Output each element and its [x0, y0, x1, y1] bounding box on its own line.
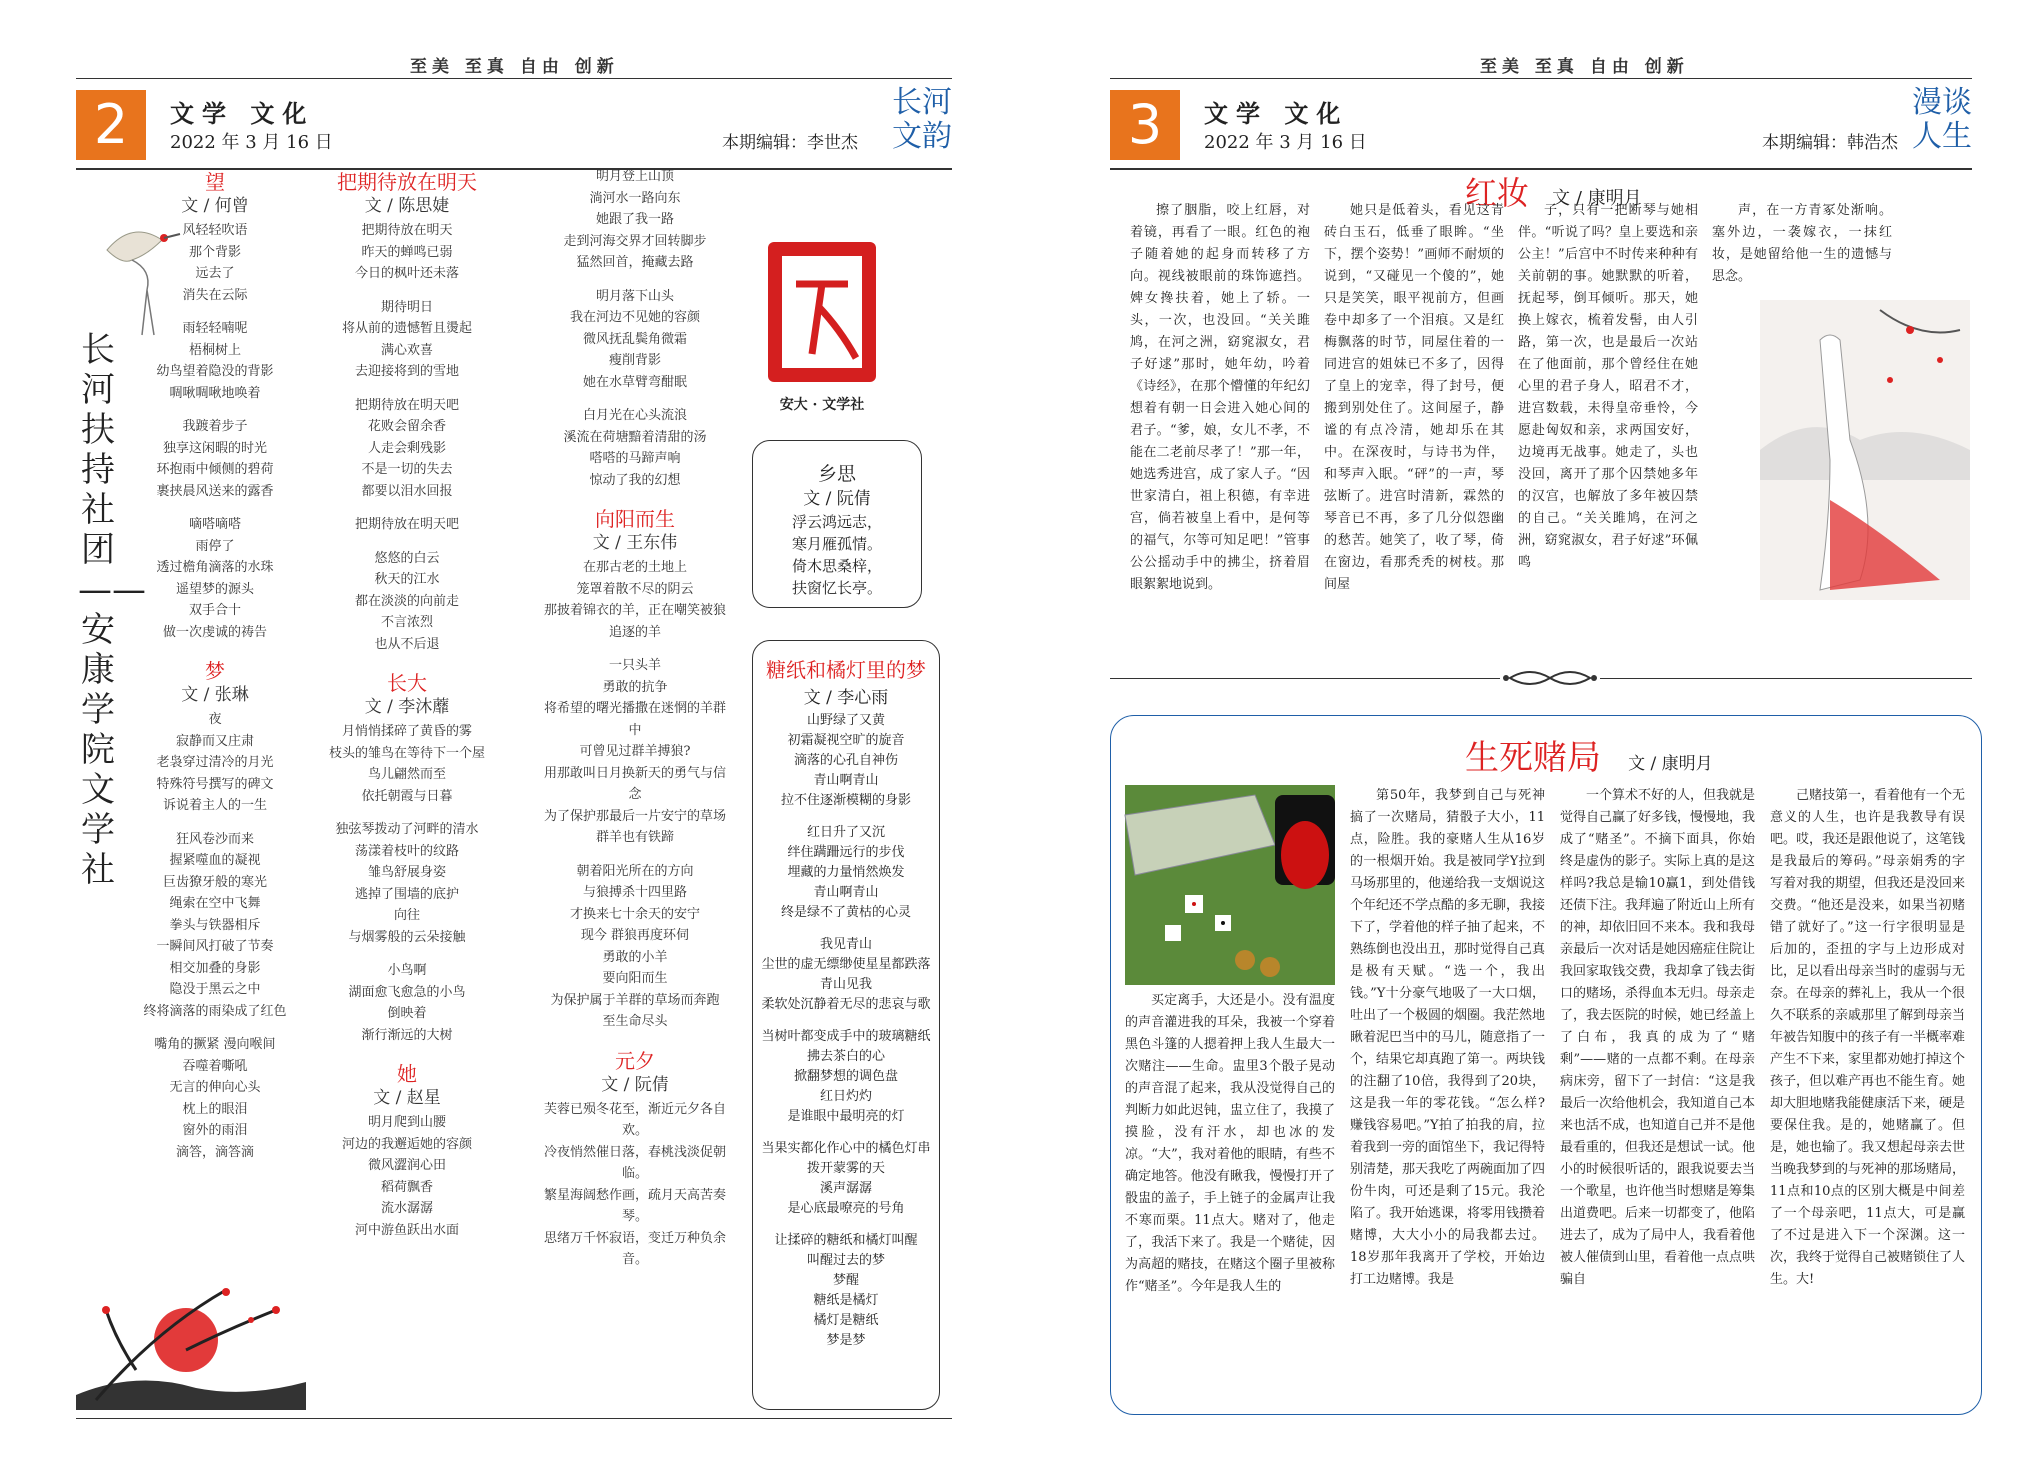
divider-right: [1600, 678, 1972, 679]
poem-line: 微风抚乱鬓角微霜: [582, 331, 687, 347]
poem-line: 当树叶都变成手中的玻璃糖纸: [761, 1029, 931, 1044]
plum-blossom-illustration: [76, 1270, 306, 1410]
brand-line-1: 漫谈: [1912, 85, 1972, 120]
poem-line: [322, 502, 492, 514]
story-column: [1560, 785, 1755, 1400]
story-text: 声，在一方青冢处渐响。塞外边，一袭嫁衣，一抹红妆，是她留给他一生的遗憾与思念。: [1712, 203, 1892, 284]
poem-line: 去迎接将到的雪地: [354, 364, 459, 379]
poem-line: 明月爬到山腰: [367, 1115, 446, 1130]
poem-line: 嗒嗒的马蹄声响: [589, 451, 681, 466]
poem-line: 我见青山: [819, 937, 872, 952]
story-column: [1518, 200, 1698, 620]
poem-line: 朝着阳光所在的方向: [576, 863, 694, 879]
poem-line: 让揉碎的糖纸和橘灯叫醒: [774, 1233, 918, 1248]
column-brand: [870, 86, 952, 154]
poem-line: 柔软处沉静着无尽的悲哀与歌: [761, 997, 931, 1012]
poem-body: [140, 709, 290, 1163]
poem-line: 可曾见过群羊搏狼?: [579, 744, 691, 759]
poem-line: 窗外的雨泪: [182, 1123, 248, 1138]
poem-line: 瘦削背影: [608, 353, 661, 368]
poem-line: 满心欢喜: [380, 342, 433, 358]
issue-date: 2022 年 3 月 16 日: [170, 132, 333, 153]
footer-rule: [76, 1418, 952, 1419]
poem-line: 悠悠的白云: [374, 550, 440, 566]
poem-line: 把期待放在明天: [361, 223, 453, 238]
story-column: [1125, 990, 1335, 1400]
poem-line: 滴答，滴答滴: [175, 1144, 254, 1160]
poem-line: 在那古老的土地上: [582, 560, 687, 575]
column-brand: [1900, 86, 1972, 154]
poem-line: 为保护属于羊群的草场而奔跑: [550, 992, 720, 1008]
poem-line: 糖纸是橘灯: [813, 1293, 879, 1308]
poem-author: 文 / 阮倩: [601, 1074, 669, 1095]
poem-line: 都要以泪水回报: [361, 483, 453, 499]
poem-line: [753, 923, 939, 935]
poem-line: 至生命尽头: [602, 1014, 668, 1029]
poem-line: 青山见我: [819, 977, 872, 992]
poem-line: 风轻轻吹语: [182, 223, 248, 238]
story-text: 子，只有一把断琴与她相伴。“听说了吗？皇上要选和亲公主！”后宫中不时传来种种有关前朝的事。她默默的听着，抚起琴，倒耳倾听。那天，她换上嫁衣，梳着发髻，由人引路，第一次，也是最后一次站在了他面前，那个曾经住在她心里的君子身人，昭君不才，进宫数载，未得皇帝垂怜，今愿赴匈奴和亲，求两国安好，边境再无战事。她走了，头也没回，离开了那个囚禁她多年的汉宫，也解放了多年被囚禁的自己。“关关雎鸠，在河之洲，窈窕淑女，君子好逑”环佩鸣: [1518, 203, 1698, 570]
poem-line: 把期待放在明天吧: [354, 397, 459, 413]
poem-line: 微风澀润心田: [367, 1158, 446, 1173]
poem-body: [753, 711, 939, 1351]
poem-line: 握紧噬血的凝视: [169, 853, 261, 868]
section-title: 文学 文化: [170, 100, 315, 128]
story-author: 文 / 康明月: [1628, 754, 1713, 774]
page-3: [1020, 0, 2040, 1473]
poem-line: 惊动了我的幻想: [589, 472, 681, 488]
divider-left: [1110, 678, 1500, 679]
poem-line: 与狼搏杀十四里路: [582, 885, 687, 900]
poem-title: 糖纸和橘灯里的梦: [766, 658, 926, 682]
poem-line: 透过檐角滴落的水珠: [156, 560, 274, 575]
poem-line: 芙蓉已殒冬花至，渐近元夕各自欢。: [543, 1101, 726, 1138]
poem-line: 拳头与铁器相斥: [169, 917, 261, 933]
poem-line: 与烟雾般的云朵接触: [348, 929, 466, 945]
poem-line: 红日升了又沉: [806, 825, 885, 840]
seal-icon: [760, 234, 884, 404]
poem-line: 昨天的蝉鸣已弱: [361, 244, 453, 260]
poem-author: 文 / 何曾: [181, 196, 249, 216]
poem-line: 巨齿獠牙般的寒光: [162, 874, 267, 890]
poem-line: [140, 404, 290, 416]
poem-line: 我在河边不见她的容颜: [569, 310, 700, 325]
poem-line: 雨停了: [195, 538, 235, 554]
vertical-banner: 长河扶持社团——安康学院文学社: [78, 330, 146, 890]
story-column: [1324, 200, 1504, 620]
poem-line: 白月光在心头流浪: [582, 408, 687, 423]
story-title: [1465, 730, 1713, 779]
poem-line: 山野绿了又黄: [806, 713, 885, 728]
poem-line: 啁啾啁啾地唤着: [169, 385, 261, 401]
poem-line: 繁星海阔愁作画，疏月天高苦奏琴。: [543, 1187, 726, 1224]
story-text: 己赌技第一，看着他有一个无意义的人生，也许是我教导有误吧。哎，我还是跟他说了，这笔钱是我最后的筹码。”母亲娟秀的字写着对我的期望，但我还是没回来交费。“他还是没来，如果当初赌错了就好了。”这一行字很明显是后加的，歪扭的字与上边形成对比，足以看出母亲当时的虚弱与无奈。在母亲的葬礼上，我从一个很久不联系的亲戚那里了解到母亲当年被告知腹中的孩子有一半概率难产生不下来，家里都劝她打掉这个孩子，但以难产再也不能生育。她却大胆地赌我能健康活下来，硬是要保住我。是的，她赌赢了。但是，她也输了。我又想起母亲去世当晚我梦到的与死神的那场赌局，11点和10点的区别大概是中间差了一个母亲吧，11点大，可是赢了不过是进入下一个深渊。这一次，我终于觉得自己被赌锁住了人生。大!: [1770, 788, 1966, 1287]
poem-title: 乡思: [817, 463, 856, 485]
poem-line: 绳索在空中飞舞: [169, 896, 261, 911]
poem-line: 寂静而又庄肃: [175, 733, 254, 749]
poem-line: 荡漾着枝叶的纹路: [354, 843, 459, 859]
story-column: [1130, 200, 1310, 620]
editor: 本期编辑：李世杰: [722, 133, 858, 153]
poem-line: 橘灯是糖纸: [813, 1313, 879, 1328]
poem-line: 狂风卷沙而来: [175, 831, 254, 847]
poem-line: 无言的伸向心头: [169, 1080, 261, 1095]
poem-line: [140, 502, 290, 514]
story-column: [1350, 785, 1545, 1400]
woman-illustration: [1760, 300, 1970, 600]
poem-line: 河边的我邂逅她的容颜: [341, 1136, 472, 1152]
poem-column-2: [322, 170, 492, 1241]
poem-title: 把期待放在明天: [337, 170, 477, 194]
poem-line: 不言浓烈: [380, 615, 433, 630]
poem-line: 特殊符号撰写的碑文: [156, 776, 274, 792]
poem-line: 溪声潺潺: [819, 1181, 872, 1196]
poem-author: 文 / 李沐蘼: [364, 697, 450, 717]
story-text: 第50年，我梦到自己与死神搞了一次赌局，猜骰子大小，11点，险胜。我的豪赌人生从16岁的一根烟开始。我是被同学Y拉到马场那里的，他递给我一支烟说这个年纪还不学点酷的多无聊，我接下了，学着他的样子抽了起来，不熟练倒也没出丑，那时觉得自己真是极有天赋。“选一个，我出钱。”Y十分豪气地吸了一大口烟，吐出了一个极圆的烟圈。我茫然地瞅着泥巴当中的马儿，随意指了一个，结果它却真跑了第一。两块钱的注翻了10倍，我得到了20块，这是我一年的零花钱。“怎么样?赚钱容易吧。”Y拍了拍我的肩，拉着我到一旁的面馆坐下，我记得特别清楚，那天我吃了两碗面加了四份牛肉，可还是剩了15元。我沦陷了。我开始逃课，将零用钱攒着赌博，大大小小的局我都去过。18岁那年我离开了学校，开始边打工边赌博。我是: [1350, 788, 1546, 1287]
poem-line: 湖面愈飞愈急的小鸟: [348, 984, 466, 1000]
story-text: 买定离手，大还是小。没有温度的声音灌进我的耳朵，我被一个穿着黑色斗篷的人摁着押上我人生最大一次赌注——生命。盅里3个骰子晃动的声音混了起来，我从没觉得自己的判断力如此迟钝，盅立住了，我摸了摸脸，没有汗水，却也冰的发凉。“大”，我对着他的眼睛，有些不确定地答。他没有瞅我，慢慢打开了骰盅的盖子，手上链子的金属声让我不寒而栗。11点大。赌对了，他走了，我活下来了。我是一个赌徒，因为高超的赌技，在赌这个圈子里被称作“赌圣”。今年是我人生的: [1125, 993, 1335, 1294]
poem-line: [753, 1127, 939, 1139]
poem-line: 吞噬着嘶吼: [182, 1058, 248, 1074]
story-text: 一个算术不好的人，但我就是觉得自己赢了好多钱，慢慢地，我成了“赌圣”。不摘下面具，你始终是虚伪的影子。实际上真的是这样吗?我总是输10赢1，到处借钱还债下注。我拜遍了附近山上所有的神，却依旧回不来本。我和我母亲最后一次对话是她因癌症住院让我回家取钱交费，我却拿了钱去街口的赌场，杀得血本无归。母亲走了，我去医院的时候，她已经盖上了白布，我真的成为了“赌剩”——赌的一点都不剩。在母亲病床旁，留下了一封信：“这是我最后一次给他机会，我知道自己本来也活不成，也知道自己并不是他最看重的，但我还是想试一试。他小的时候很听话的，跟我说要去当一个歌星，也许他当时想赌是筹集出道费吧。后来一切都变了，他陷进去了，成为了局中人，我看着他被人催债到山里，看着他一点点哄骗自: [1560, 788, 1756, 1287]
story-author: 文 / 康明月: [1552, 188, 1642, 209]
poem-title: 梦: [205, 659, 225, 683]
poem-body: [753, 511, 921, 599]
poem-line: [322, 807, 492, 819]
poem-line: 独弦琴拨动了河畔的清水: [335, 822, 479, 837]
poem-line: 幼鸟望着隐没的背影: [156, 364, 274, 379]
poem-line: 滴落的心孔自神伤: [793, 753, 898, 768]
poem-line: 月悄悄揉碎了黄昏的雾: [341, 724, 472, 739]
poem-line: 花败会留余香: [367, 419, 446, 434]
poem-line: 她跟了我一路: [595, 212, 674, 227]
poem-line: 都在淡淡的向前走: [354, 593, 459, 609]
poem-line: 雏鸟舒展身姿: [367, 865, 446, 880]
brand-line-2: 文韵: [892, 119, 952, 154]
poem-line: [322, 383, 492, 395]
poem-line: [140, 817, 290, 829]
poem-line: [540, 643, 730, 655]
poem-line: 是心底最嘹亮的号角: [787, 1201, 905, 1216]
club-logo: [760, 234, 884, 414]
logo-caption: 安大 · 文学社: [779, 397, 865, 413]
poem-line: 红日灼灼: [819, 1089, 872, 1104]
poem-body: [540, 557, 730, 1033]
poem-line: 稻荷飘香: [380, 1179, 433, 1195]
poem-title: 她: [397, 1062, 417, 1086]
poem-line: [322, 948, 492, 960]
poem-author: 文 / 王东伟: [592, 533, 678, 553]
poem-body: [322, 1112, 492, 1241]
poem-body: [140, 220, 290, 643]
page-number: 2: [76, 90, 146, 160]
brand-line-1: 长河: [892, 85, 952, 120]
poem-line: 要向阳而生: [602, 971, 668, 986]
poem-author: 文 / 李心雨: [803, 688, 889, 708]
issue-date: 2022 年 3 月 16 日: [1204, 132, 1367, 153]
poem-line: 今日的枫叶还未落: [354, 266, 459, 281]
poem-line: 枕上的眼泪: [182, 1101, 248, 1117]
poem-line: 当果实都化作心中的橘色灯串: [761, 1141, 931, 1156]
poem-line: 将从前的遗憾暂且燙起: [341, 321, 472, 336]
poem-line: 河中游鱼跃出水面: [354, 1222, 459, 1238]
poem-line: [540, 849, 730, 861]
poem-line: 叫醒过去的梦: [806, 1253, 885, 1268]
poem-line: 青山啊青山: [813, 885, 879, 900]
poem-line: 尘世的虚无缥缈使星星都跌落: [761, 957, 931, 972]
poem-line: [753, 1015, 939, 1027]
poem-line: [753, 811, 939, 823]
poem-line: 埋藏的力量悄然焕发: [787, 865, 905, 880]
page-number: 3: [1110, 90, 1180, 160]
poem-line: 秋天的江水: [374, 572, 440, 587]
poem-line: 掀翻梦想的调色盘: [793, 1069, 898, 1084]
section-title: 文学 文化: [1204, 100, 1349, 128]
poem-line: 溪流在荷塘黯着清甜的汤: [563, 429, 707, 445]
poem-author: 文 / 陈思婕: [364, 196, 450, 216]
poem-line: 嘀嗒嘀嗒: [188, 517, 241, 532]
poem-line: 隐没于黑云之中: [169, 982, 261, 997]
poem-line: 冷夜悄然催日落，春桃浅淡促朝临。: [543, 1144, 726, 1181]
poem-line: 明月落下山头: [595, 288, 674, 304]
poem-line: 绊住蹒跚远行的步伐: [787, 845, 905, 860]
poem-line: 淌河水一路向东: [589, 190, 681, 206]
poem-title: 向阳而生: [595, 507, 675, 531]
poem-line: 思绪万千怀寂语，变迁万种负余音。: [543, 1230, 726, 1267]
poem-line: 消失在云际: [182, 287, 248, 303]
poem-line: 不是一切的失去: [361, 462, 453, 477]
poem-line: 走到河海交界才回转脚步: [563, 233, 707, 249]
poem-line: 明月登上山顶: [595, 169, 674, 184]
poem-line: 现今 群狼再度环伺: [580, 928, 690, 943]
poem-line: 逃掉了围墙的底护: [354, 886, 459, 902]
poem-author: 文 / 赵星: [373, 1088, 441, 1108]
poem-line: 梦醒: [832, 1273, 859, 1288]
poem-line: 独享这闲暇的时光: [162, 440, 267, 456]
motto: 至美 至真 自由 创新: [410, 57, 619, 77]
poem-line: 枝头的雏鸟在等待下一个屋: [328, 745, 485, 761]
poem-title: 元夕: [615, 1048, 655, 1073]
poem-line: 做一次虔诚的祷告: [162, 624, 267, 640]
poem-column-3: [540, 166, 730, 1271]
poem-author: 文 / 阮倩: [803, 489, 871, 509]
editor: 本期编辑：韩浩杰: [1762, 133, 1898, 153]
poem-line: 渐行渐远的大树: [361, 1027, 453, 1043]
poem-line: 群羊也有铁蹄: [595, 830, 674, 845]
poem-line: 她在水草臂弯酣眠: [582, 374, 687, 390]
poem-line: 遥望梦的源头: [175, 581, 254, 597]
poem-line: 也从不后退: [374, 636, 440, 652]
poem-line: 依托朝霞与日暮: [361, 788, 453, 804]
poem-line: 我踱着步子: [182, 419, 248, 434]
story-title-text: 生死赌局: [1465, 738, 1601, 778]
poem-line: 把期待放在明天吧: [354, 517, 459, 532]
poem-line: 梦是梦: [826, 1333, 866, 1348]
poem-line: [540, 274, 730, 286]
poem-line: 浮云鸿远志，: [791, 513, 882, 531]
poem-line: 鸟儿翩然而至: [367, 767, 446, 782]
poem-line: 猛然回首，掩藏去路: [576, 255, 694, 270]
poem-line: 梧桐树上: [188, 342, 241, 358]
poem-line: 向往: [393, 908, 420, 923]
poem-line: 将希望的曙光播撒在迷惘的羊群中: [543, 701, 726, 738]
poem-line: 勇敢的小羊: [602, 949, 668, 965]
poem-line: 寒月雁孤情。: [791, 535, 882, 553]
story-text: 擦了胭脂，咬上红唇，对着镜，再看了一眼。红色的袍子随着她的起身而转移了方向。视线被眼前的珠饰遮挡。婢女搀扶着，她上了轿。一头，一次，也没回。“关关雎鸠，在河之洲，窈窕淑女，君子好逑”那时，她年幼，吟着《诗经》，在那个懵懂的年纪幻想着有朝一日会进入她心间的君子。“爹，娘，女儿不孝，不能在二老前尽孝了！”那一年，她选秀进宫，成了家人子。“因世家清白，祖上积德，有幸进宫，倘若被皇上看中，是何等的福气，尔等可知足吧！”管事公公摇动手中的拂尘，挤着眉眼絮絮地说到。: [1130, 203, 1310, 592]
poem-line: 嘴角的撅紧 漫向喉间: [154, 1037, 276, 1052]
poem-column-1: [140, 170, 290, 1163]
poem-line: 一瞬间风打破了节奏: [156, 939, 274, 954]
poem-line: 那个背影: [188, 244, 241, 260]
poem-body: [322, 220, 492, 655]
poem-line: 青山啊青山: [813, 773, 879, 788]
poem-line: 流水潺潺: [380, 1201, 433, 1216]
poem-line: 雨轻轻喃呢: [182, 321, 248, 336]
poem-author: 文 / 张琳: [181, 685, 249, 705]
poem-line: 裹挟晨风送来的露香: [156, 483, 274, 499]
poem-line: 初霜凝视空旷的旋音: [787, 733, 905, 748]
poem-box-1: [752, 440, 922, 608]
poem-line: 人走会剩残影: [367, 440, 446, 456]
poem-line: 终将滴落的雨染成了红色: [143, 1003, 287, 1019]
poem-line: 终是绿不了黄枯的心灵: [780, 905, 911, 920]
story-title-text: 红妆: [1465, 174, 1530, 212]
poem-body: [540, 1099, 730, 1271]
poem-body: [322, 721, 492, 1046]
poem-line: 环抱雨中倾侧的碧荷: [156, 462, 274, 477]
brand-line-2: 人生: [1912, 119, 1972, 154]
poem-line: [322, 285, 492, 297]
poem-line: [753, 1219, 939, 1231]
poem-line: [540, 393, 730, 405]
story-column: [1712, 200, 1892, 284]
poem-line: 用那敢叫日月换新天的勇气与信念: [543, 765, 726, 802]
poem-line: [140, 1022, 290, 1034]
poem-line: 拨开蒙雾的天: [806, 1161, 885, 1176]
poem-line: 才换来七十余天的安宁: [569, 906, 700, 922]
poem-line: 笼罩着散不尽的阴云: [576, 581, 694, 597]
gambling-illustration: [1125, 785, 1335, 985]
poem-line: 勇敢的抗争: [602, 679, 668, 695]
poem-line: 诉说着主人的一生: [162, 798, 267, 813]
poem-line: 为了保护那最后一片安宁的草场: [543, 808, 726, 824]
poem-line: 期待明日: [380, 299, 433, 315]
poem-line: 那披着锦衣的羊，正在嘲笑被狼追逐的羊: [543, 603, 726, 640]
poem-line: 相交加叠的身影: [169, 960, 261, 976]
poem-line: 夜: [208, 712, 222, 727]
poem-line: [140, 306, 290, 318]
poem-line: [322, 536, 492, 548]
ornament-icon: [1500, 666, 1600, 690]
poem-line: 扶窗忆长亭。: [791, 579, 882, 597]
poem-title: 望: [205, 170, 225, 194]
poem-line: 倒映着: [387, 1006, 427, 1021]
poem-box-2: [752, 640, 940, 1410]
top-rule: [1110, 78, 1972, 79]
poem-line: 双手合十: [188, 603, 241, 618]
poem-line: 一只头羊: [608, 658, 661, 673]
poem-line: 拉不住逐渐模糊的身影: [780, 793, 911, 808]
poem-body: [540, 166, 730, 491]
poem-line: 是谁眼中最明亮的灯: [787, 1109, 905, 1124]
story-column: [1770, 785, 1965, 1400]
motto: 至美 至真 自由 创新: [1480, 57, 1689, 77]
poem-title: 长大: [387, 671, 427, 695]
poem-line: 老袅穿过清冷的月光: [156, 755, 274, 770]
top-rule: [76, 78, 952, 79]
poem-line: 拂去茶白的心: [806, 1049, 885, 1064]
story-text: 她只是低着头，看见这青砖白玉石，低垂了眼眸。“坐下，摆个姿势！”画师不耐烦的说到，“又碰见一个傻的”，她只是笑笑，眼平视前方，但画卷中却多了一个泪痕。又是红梅飘落的时节，同屋住着的一同进宫的姐妹已不多了，因得了皇上的宠幸，得了封号，便搬到别处住了。这间屋子，静谧的有点冷清，她却乐在其中。在深夜时，与诗书为伴，和琴声入眠。“砰”的一声，琴弦断了。进宫时清新，霖然的琴音已不再，多了几分似怨幽的愁苦。她笑了，收了琴，倚在窗边，看那秃秃的树枝。那间屋: [1324, 203, 1504, 592]
poem-line: 远去了: [195, 266, 235, 281]
poem-line: 小鸟啊: [387, 963, 427, 978]
poem-line: 倚木思桑梓，: [791, 557, 882, 575]
